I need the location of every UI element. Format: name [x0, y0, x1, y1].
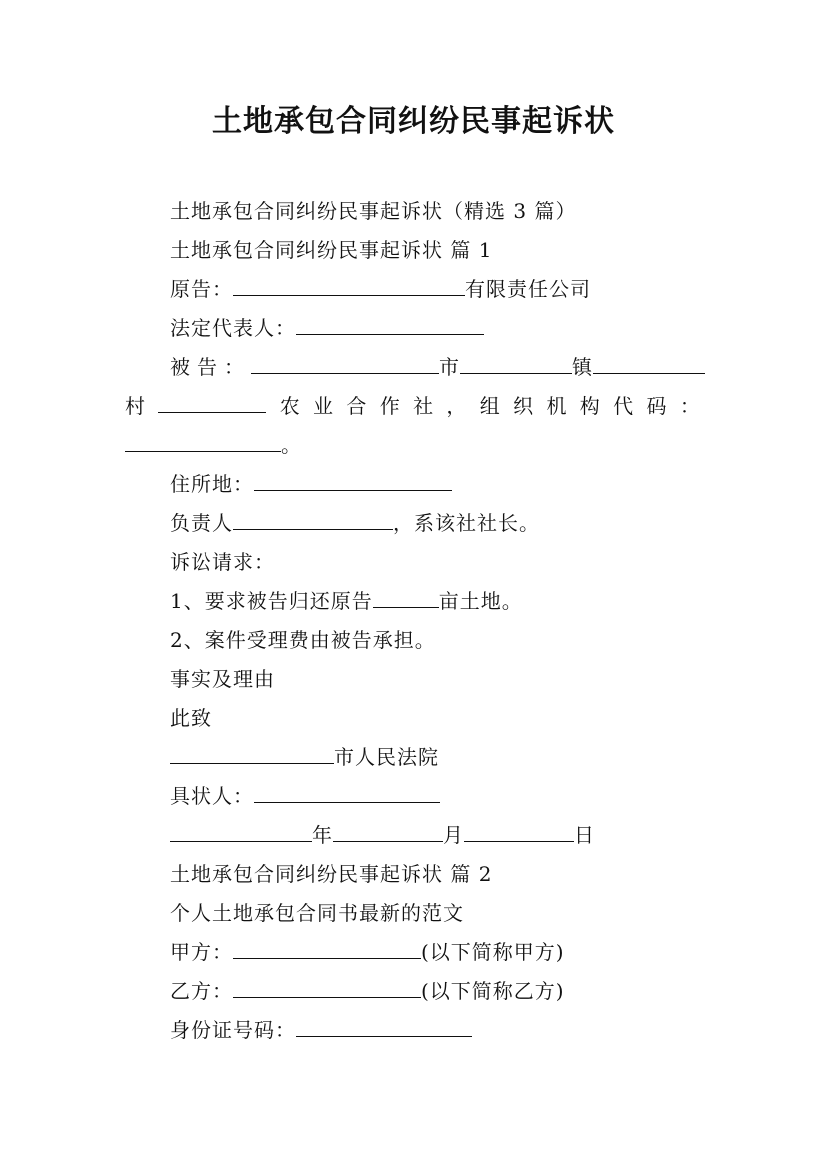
claim1-blank — [373, 587, 439, 608]
plaintiff-suffix: 有限责任公司 — [465, 277, 591, 301]
address-line — [170, 470, 452, 498]
village-char: 村 — [125, 394, 145, 418]
id-label: 身份证号码： — [170, 1018, 296, 1042]
id-blank — [296, 1016, 472, 1037]
org-code-blank — [125, 431, 281, 452]
subtitle-line: 土地承包合同纠纷民事起诉状（精选 3 篇） — [170, 199, 577, 223]
month-label: 月 — [443, 823, 464, 847]
village-char: 业 — [313, 394, 334, 418]
village-char: 构 — [579, 394, 600, 418]
document-title: 土地承包合同纠纷民事起诉状 — [212, 104, 615, 139]
salutation: 此致 — [170, 706, 212, 730]
year-label: 年 — [312, 823, 333, 847]
signer-blank — [254, 782, 440, 803]
person-in-charge-line — [170, 509, 540, 537]
party-b-suffix: (以下简称乙方) — [421, 979, 565, 1003]
signer-label: 具状人： — [170, 784, 254, 808]
village-char: 织 — [513, 394, 534, 418]
court-blank — [170, 743, 334, 764]
address-label: 住所地： — [170, 472, 254, 496]
village-line — [125, 392, 700, 420]
facts-heading: 事实及理由 — [170, 667, 275, 691]
person-label: 负责人 — [170, 511, 233, 535]
legal-rep-blank — [296, 314, 484, 335]
plaintiff-label: 原告： — [170, 277, 233, 301]
month-blank — [333, 821, 443, 842]
day-blank — [464, 821, 574, 842]
court-suffix: 市人民法院 — [334, 745, 439, 769]
sample-heading: 个人土地承包合同书最新的范文 — [170, 901, 464, 925]
plaintiff-line — [170, 275, 591, 303]
defendant-blank-1 — [251, 353, 439, 374]
party-a-line — [170, 938, 565, 966]
legal-rep-line — [170, 314, 484, 342]
claims-label: 诉讼请求： — [170, 550, 275, 574]
claim-1 — [170, 587, 523, 615]
day-label: 日 — [574, 823, 595, 847]
village-char: 合 — [346, 394, 367, 418]
party-b-blank — [233, 977, 421, 998]
defendant-label: 被告： — [170, 355, 251, 379]
village-char: ， — [446, 394, 467, 418]
village-char: 码 — [646, 394, 667, 418]
org-code-line — [125, 431, 302, 459]
village-char: 机 — [546, 394, 567, 418]
village-char: ： — [679, 394, 700, 418]
village-char: 农 — [279, 394, 300, 418]
village-char: 作 — [379, 394, 400, 418]
date-line — [170, 821, 595, 849]
section-heading-2: 土地承包合同纠纷民事起诉状 篇 2 — [170, 862, 493, 886]
defendant-line — [170, 353, 705, 381]
village-blank — [158, 392, 266, 413]
address-blank — [254, 470, 452, 491]
defendant-city: 市 — [439, 355, 460, 379]
period: 。 — [281, 433, 302, 457]
court-line — [170, 743, 439, 771]
village-char: 组 — [479, 394, 500, 418]
section-heading-1: 土地承包合同纠纷民事起诉状 篇 1 — [170, 238, 493, 262]
legal-rep-label: 法定代表人： — [170, 316, 296, 340]
village-char: 社 — [413, 394, 434, 418]
signer-line — [170, 782, 440, 810]
party-b-line — [170, 977, 565, 1005]
village-char: 代 — [613, 394, 634, 418]
defendant-blank-3 — [593, 353, 705, 374]
year-blank — [170, 821, 312, 842]
claim-2: 2、案件受理费由被告承担。 — [170, 628, 436, 652]
claim1-suffix: 亩土地。 — [438, 589, 523, 613]
claim1-prefix: 1、要求被告归还原告 — [170, 589, 373, 613]
party-a-suffix: (以下简称甲方) — [421, 940, 565, 964]
defendant-town: 镇 — [572, 355, 593, 379]
party-b-label: 乙方： — [170, 979, 233, 1003]
person-blank — [233, 509, 393, 530]
party-a-label: 甲方： — [170, 940, 233, 964]
person-suffix: ，系该社社长。 — [393, 511, 540, 535]
plaintiff-blank — [233, 275, 465, 296]
defendant-blank-2 — [460, 353, 572, 374]
id-number-line — [170, 1016, 472, 1044]
party-a-blank — [233, 938, 421, 959]
